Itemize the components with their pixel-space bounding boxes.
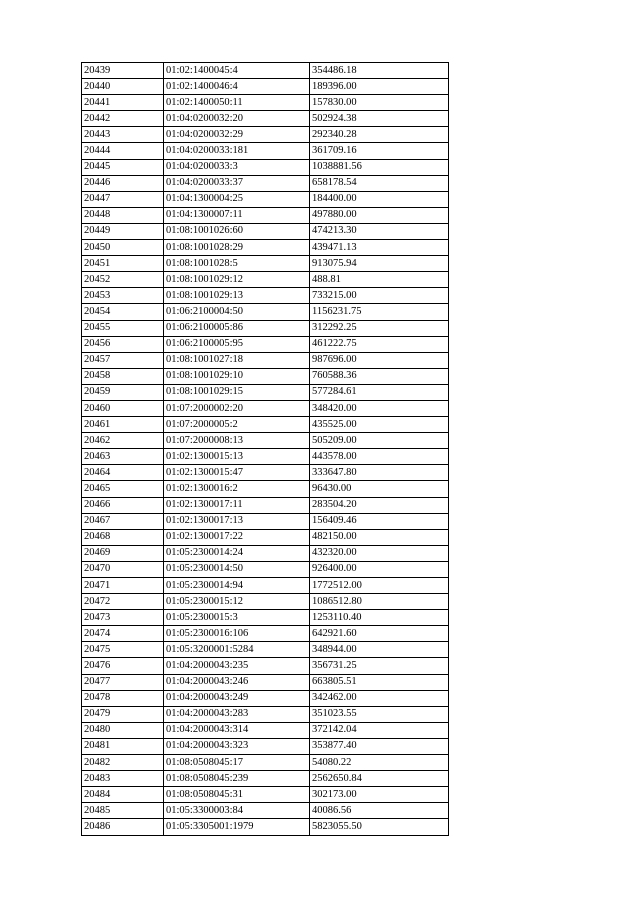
table-row <box>82 368 449 384</box>
value-cell: 461222.75 <box>310 336 449 352</box>
cadastral-number-cell: 01:08:1001028:5 <box>164 256 310 272</box>
table-row <box>82 400 449 416</box>
row-number-cell: 20482 <box>82 755 164 771</box>
table-row <box>82 191 449 207</box>
cadastral-number-cell: 01:05:2300016:106 <box>164 626 310 642</box>
table-row <box>82 755 449 771</box>
row-number-cell: 20472 <box>82 594 164 610</box>
cadastral-number-cell: 01:08:1001027:18 <box>164 352 310 368</box>
cadastral-number-cell: 01:04:2000043:314 <box>164 722 310 738</box>
cadastral-number-cell: 01:04:2000043:246 <box>164 674 310 690</box>
value-cell: 443578.00 <box>310 449 449 465</box>
row-number-cell: 20475 <box>82 642 164 658</box>
cadastral-number-cell: 01:08:1001026:60 <box>164 223 310 239</box>
cadastral-number-cell: 01:02:1300015:13 <box>164 449 310 465</box>
value-cell: 302173.00 <box>310 787 449 803</box>
row-number-cell: 20462 <box>82 433 164 449</box>
row-number-cell: 20454 <box>82 304 164 320</box>
row-number-cell: 20465 <box>82 481 164 497</box>
value-cell: 1086512.80 <box>310 594 449 610</box>
row-number-cell: 20455 <box>82 320 164 336</box>
value-cell: 156409.46 <box>310 513 449 529</box>
row-number-cell: 20485 <box>82 803 164 819</box>
row-number-cell: 20447 <box>82 191 164 207</box>
row-number-cell: 20459 <box>82 384 164 400</box>
row-number-cell: 20479 <box>82 706 164 722</box>
row-number-cell: 20446 <box>82 175 164 191</box>
row-number-cell: 20441 <box>82 95 164 111</box>
value-cell: 361709.16 <box>310 143 449 159</box>
table-row <box>82 433 449 449</box>
row-number-cell: 20461 <box>82 417 164 433</box>
value-cell: 482150.00 <box>310 529 449 545</box>
value-cell: 40086.56 <box>310 803 449 819</box>
value-cell: 1253110.40 <box>310 610 449 626</box>
cadastral-number-cell: 01:02:1300015:47 <box>164 465 310 481</box>
table-row <box>82 95 449 111</box>
cadastral-number-cell: 01:04:2000043:235 <box>164 658 310 674</box>
table-row <box>82 545 449 561</box>
cadastral-number-cell: 01:05:2300015:3 <box>164 610 310 626</box>
value-cell: 312292.25 <box>310 320 449 336</box>
value-cell: 348944.00 <box>310 642 449 658</box>
row-number-cell: 20473 <box>82 610 164 626</box>
table-row <box>82 481 449 497</box>
table-row <box>82 288 449 304</box>
row-number-cell: 20468 <box>82 529 164 545</box>
value-cell: 432320.00 <box>310 545 449 561</box>
cadastral-number-cell: 01:04:0200033:37 <box>164 175 310 191</box>
value-cell: 292340.28 <box>310 127 449 143</box>
cadastral-number-cell: 01:06:2100005:95 <box>164 336 310 352</box>
row-number-cell: 20460 <box>82 400 164 416</box>
row-number-cell: 20445 <box>82 159 164 175</box>
value-cell: 1038881.56 <box>310 159 449 175</box>
table-row <box>82 272 449 288</box>
cadastral-number-cell: 01:05:2300014:50 <box>164 561 310 577</box>
cadastral-number-cell: 01:05:3305001:1979 <box>164 819 310 835</box>
value-cell: 372142.04 <box>310 722 449 738</box>
table-row <box>82 610 449 626</box>
cadastral-number-cell: 01:08:1001029:15 <box>164 384 310 400</box>
cadastral-number-cell: 01:04:0200032:20 <box>164 111 310 127</box>
cadastral-number-cell: 01:06:2100005:86 <box>164 320 310 336</box>
cadastral-number-cell: 01:08:1001029:12 <box>164 272 310 288</box>
row-number-cell: 20458 <box>82 368 164 384</box>
value-cell: 1156231.75 <box>310 304 449 320</box>
row-number-cell: 20481 <box>82 738 164 754</box>
row-number-cell: 20466 <box>82 497 164 513</box>
row-number-cell: 20463 <box>82 449 164 465</box>
row-number-cell: 20478 <box>82 690 164 706</box>
value-cell: 497880.00 <box>310 207 449 223</box>
table-row <box>82 79 449 95</box>
row-number-cell: 20449 <box>82 223 164 239</box>
cadastral-number-cell: 01:04:0200032:29 <box>164 127 310 143</box>
row-number-cell: 20450 <box>82 240 164 256</box>
value-cell: 488.81 <box>310 272 449 288</box>
cadastral-number-cell: 01:05:2300014:24 <box>164 545 310 561</box>
cadastral-number-cell: 01:06:2100004:50 <box>164 304 310 320</box>
table-row <box>82 336 449 352</box>
value-cell: 333647.80 <box>310 465 449 481</box>
cadastral-number-cell: 01:05:3200001:5284 <box>164 642 310 658</box>
table-row <box>82 465 449 481</box>
cadastral-number-cell: 01:02:1400050:11 <box>164 95 310 111</box>
value-cell: 356731.25 <box>310 658 449 674</box>
row-number-cell: 20483 <box>82 771 164 787</box>
value-cell: 342462.00 <box>310 690 449 706</box>
table-row <box>82 127 449 143</box>
cadastral-number-cell: 01:08:0508045:239 <box>164 771 310 787</box>
table-row <box>82 819 449 835</box>
row-number-cell: 20451 <box>82 256 164 272</box>
cadastral-number-cell: 01:07:2000002:20 <box>164 400 310 416</box>
value-cell: 642921.60 <box>310 626 449 642</box>
cadastral-number-cell: 01:08:0508045:17 <box>164 755 310 771</box>
value-cell: 439471.13 <box>310 240 449 256</box>
table-row <box>82 690 449 706</box>
row-number-cell: 20480 <box>82 722 164 738</box>
row-number-cell: 20471 <box>82 578 164 594</box>
cadastral-number-cell: 01:02:1300017:13 <box>164 513 310 529</box>
cadastral-number-cell: 01:02:1300017:22 <box>164 529 310 545</box>
value-cell: 663805.51 <box>310 674 449 690</box>
table-row <box>82 497 449 513</box>
table-row <box>82 256 449 272</box>
value-cell: 351023.55 <box>310 706 449 722</box>
table-row <box>82 352 449 368</box>
row-number-cell: 20453 <box>82 288 164 304</box>
cadastral-number-cell: 01:04:2000043:283 <box>164 706 310 722</box>
cadastral-number-cell: 01:02:1400045:4 <box>164 63 310 79</box>
value-cell: 926400.00 <box>310 561 449 577</box>
cadastral-number-cell: 01:04:1300007:11 <box>164 207 310 223</box>
table-row <box>82 561 449 577</box>
cadastral-number-cell: 01:04:2000043:323 <box>164 738 310 754</box>
value-cell: 987696.00 <box>310 352 449 368</box>
value-cell: 474213.30 <box>310 223 449 239</box>
value-cell: 505209.00 <box>310 433 449 449</box>
value-cell: 354486.18 <box>310 63 449 79</box>
cadastral-number-cell: 01:08:1001029:10 <box>164 368 310 384</box>
row-number-cell: 20457 <box>82 352 164 368</box>
data-table <box>81 62 449 836</box>
cadastral-number-cell: 01:07:2000005:2 <box>164 417 310 433</box>
row-number-cell: 20474 <box>82 626 164 642</box>
table-row <box>82 513 449 529</box>
value-cell: 1772512.00 <box>310 578 449 594</box>
cadastral-number-cell: 01:02:1400046:4 <box>164 79 310 95</box>
cadastral-number-cell: 01:05:2300015:12 <box>164 594 310 610</box>
row-number-cell: 20448 <box>82 207 164 223</box>
cadastral-number-cell: 01:02:1300017:11 <box>164 497 310 513</box>
row-number-cell: 20439 <box>82 63 164 79</box>
table-row <box>82 111 449 127</box>
row-number-cell: 20440 <box>82 79 164 95</box>
table-row <box>82 143 449 159</box>
row-number-cell: 20467 <box>82 513 164 529</box>
table-row <box>82 63 449 79</box>
table-row <box>82 803 449 819</box>
cadastral-number-cell: 01:04:1300004:25 <box>164 191 310 207</box>
table-row <box>82 384 449 400</box>
value-cell: 283504.20 <box>310 497 449 513</box>
table-row <box>82 722 449 738</box>
value-cell: 577284.61 <box>310 384 449 400</box>
cadastral-number-cell: 01:04:0200033:181 <box>164 143 310 159</box>
cadastral-number-cell: 01:04:0200033:3 <box>164 159 310 175</box>
row-number-cell: 20484 <box>82 787 164 803</box>
table-body <box>82 63 449 836</box>
table-row <box>82 175 449 191</box>
row-number-cell: 20486 <box>82 819 164 835</box>
value-cell: 435525.00 <box>310 417 449 433</box>
value-cell: 353877.40 <box>310 738 449 754</box>
value-cell: 913075.94 <box>310 256 449 272</box>
table-row <box>82 674 449 690</box>
table-row <box>82 578 449 594</box>
table-row <box>82 738 449 754</box>
table-row <box>82 240 449 256</box>
table-row <box>82 706 449 722</box>
cadastral-number-cell: 01:07:2000008:13 <box>164 433 310 449</box>
table-row <box>82 529 449 545</box>
value-cell: 760588.36 <box>310 368 449 384</box>
table-row <box>82 320 449 336</box>
value-cell: 733215.00 <box>310 288 449 304</box>
row-number-cell: 20452 <box>82 272 164 288</box>
value-cell: 2562650.84 <box>310 771 449 787</box>
row-number-cell: 20444 <box>82 143 164 159</box>
row-number-cell: 20443 <box>82 127 164 143</box>
value-cell: 348420.00 <box>310 400 449 416</box>
cadastral-number-cell: 01:08:0508045:31 <box>164 787 310 803</box>
table-row <box>82 417 449 433</box>
cadastral-number-cell: 01:05:2300014:94 <box>164 578 310 594</box>
value-cell: 5823055.50 <box>310 819 449 835</box>
value-cell: 189396.00 <box>310 79 449 95</box>
table-row <box>82 787 449 803</box>
value-cell: 157830.00 <box>310 95 449 111</box>
cadastral-number-cell: 01:08:1001029:13 <box>164 288 310 304</box>
table-row <box>82 304 449 320</box>
row-number-cell: 20470 <box>82 561 164 577</box>
cadastral-number-cell: 01:04:2000043:249 <box>164 690 310 706</box>
row-number-cell: 20442 <box>82 111 164 127</box>
table-row <box>82 771 449 787</box>
value-cell: 658178.54 <box>310 175 449 191</box>
table-row <box>82 658 449 674</box>
value-cell: 96430.00 <box>310 481 449 497</box>
table-row <box>82 223 449 239</box>
value-cell: 184400.00 <box>310 191 449 207</box>
row-number-cell: 20469 <box>82 545 164 561</box>
cadastral-number-cell: 01:08:1001028:29 <box>164 240 310 256</box>
value-cell: 54080.22 <box>310 755 449 771</box>
cadastral-number-cell: 01:02:1300016:2 <box>164 481 310 497</box>
value-cell: 502924.38 <box>310 111 449 127</box>
row-number-cell: 20477 <box>82 674 164 690</box>
table-row <box>82 449 449 465</box>
table-row <box>82 159 449 175</box>
table-row <box>82 207 449 223</box>
row-number-cell: 20476 <box>82 658 164 674</box>
row-number-cell: 20456 <box>82 336 164 352</box>
table-row <box>82 594 449 610</box>
table-row <box>82 626 449 642</box>
cadastral-number-cell: 01:05:3300003:84 <box>164 803 310 819</box>
table-row <box>82 642 449 658</box>
row-number-cell: 20464 <box>82 465 164 481</box>
